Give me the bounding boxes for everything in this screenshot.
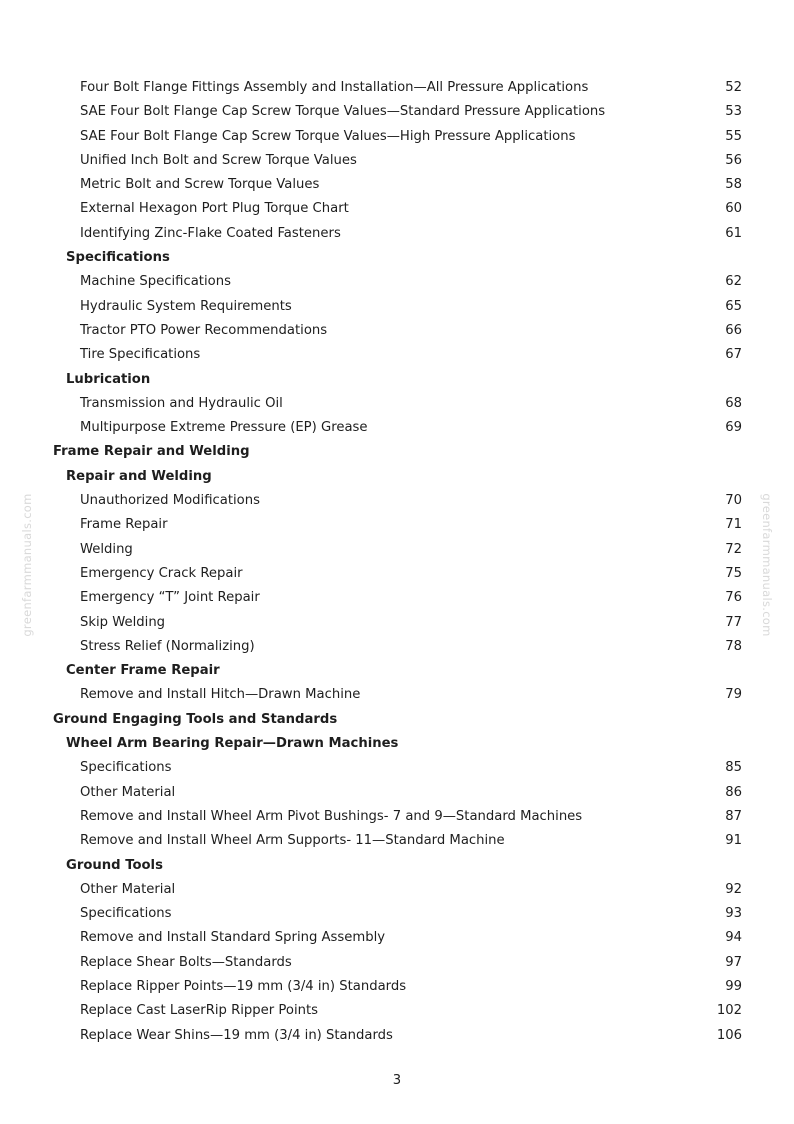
toc-entry-page: 52	[725, 80, 742, 95]
toc-entry-page: 91	[725, 833, 742, 849]
toc-entry-page: 75	[725, 565, 742, 581]
toc-entry-title: Hydraulic System Requirements	[80, 298, 292, 314]
toc-entry-title: Unified Inch Bolt and Screw Torque Values	[80, 152, 357, 168]
toc-entry-title: Other Material	[80, 881, 176, 897]
toc-entry-title: Unauthorized Modifications	[80, 493, 260, 509]
toc-entry-page: 93	[725, 906, 742, 922]
toc-entry-title: Other Material	[80, 784, 176, 800]
toc-entry[interactable]	[0, 513, 794, 537]
watermark-right: greenfarmmanuals.com	[760, 493, 774, 637]
toc-entry[interactable]	[0, 489, 794, 513]
toc-heading	[0, 732, 794, 756]
toc-entry-title: Ground Tools	[66, 857, 163, 873]
toc-entry-title: Tractor PTO Power Recommendations	[80, 322, 328, 338]
toc-entry[interactable]	[0, 683, 794, 707]
toc-entry-page: 67	[725, 347, 742, 363]
toc-entry-page: 68	[725, 395, 742, 411]
toc-entry[interactable]	[0, 902, 794, 926]
toc-entry-title: Remove and Install Wheel Arm Supports- 11—Standard Machine	[80, 833, 505, 849]
toc-entry-title: Specifications	[66, 250, 170, 266]
toc-entry[interactable]	[0, 222, 794, 246]
toc-heading	[0, 854, 794, 878]
toc-entry-title: External Hexagon Port Plug Torque Chart	[80, 201, 349, 217]
toc-entry-page: 62	[725, 274, 742, 290]
toc-entry[interactable]	[0, 538, 794, 562]
toc-entry-page: 97	[725, 954, 742, 970]
toc-entry-title: SAE Four Bolt Flange Cap Screw Torque Values—Standard Pressure Applications	[80, 104, 606, 120]
toc-entry-title: Lubrication	[66, 371, 151, 387]
toc-entry-title: Welding	[80, 541, 133, 557]
toc-entry-page: 58	[725, 177, 742, 193]
toc-entry-page: 79	[725, 687, 742, 703]
page-number: 3	[392, 1073, 402, 1088]
toc-entry[interactable]	[0, 586, 794, 610]
toc-entry-title: Specifications	[80, 760, 172, 776]
table-of-contents	[0, 76, 794, 1048]
toc-entry[interactable]	[0, 149, 794, 173]
toc-entry-title: Machine Specifications	[80, 274, 231, 290]
toc-entry-page: 61	[725, 225, 742, 241]
toc-entry-title: Metric Bolt and Screw Torque Values	[80, 177, 320, 193]
toc-entry-title: Replace Shear Bolts—Standards	[80, 954, 292, 970]
toc-entry-page: 55	[725, 128, 742, 144]
toc-entry[interactable]	[0, 319, 794, 343]
toc-entry-page: 99	[725, 978, 742, 994]
toc-entry-title: Skip Welding	[80, 614, 166, 630]
toc-entry[interactable]	[0, 197, 794, 221]
toc-entry-title: Emergency Crack Repair	[80, 565, 243, 581]
toc-entry[interactable]	[0, 125, 794, 149]
toc-heading	[0, 659, 794, 683]
toc-entry-page: 92	[725, 881, 742, 897]
toc-entry-title: Frame Repair	[80, 517, 168, 533]
toc-entry-page: 60	[725, 201, 742, 217]
toc-entry[interactable]	[0, 1024, 794, 1048]
toc-heading	[0, 368, 794, 392]
watermark-left: greenfarmmanuals.com	[20, 493, 34, 637]
toc-entry-page: 72	[725, 541, 742, 557]
toc-entry-page: 53	[725, 104, 742, 120]
toc-entry-page: 56	[725, 152, 742, 168]
toc-entry-title: Ground Engaging Tools and Standards	[53, 711, 338, 727]
toc-entry[interactable]	[0, 392, 794, 416]
toc-entry-title: Specifications	[80, 906, 172, 922]
toc-entry[interactable]	[0, 635, 794, 659]
toc-entry-title: Remove and Install Hitch—Drawn Machine	[80, 687, 361, 703]
toc-entry-title: Stress Relief (Normalizing)	[80, 638, 255, 654]
toc-entry-title: Identifying Zinc-Flake Coated Fasteners	[80, 225, 341, 241]
toc-entry[interactable]	[0, 343, 794, 367]
toc-entry-page: 102	[716, 1003, 742, 1019]
toc-entry-title: SAE Four Bolt Flange Cap Screw Torque Values—High Pressure Applications	[80, 128, 576, 144]
toc-entry[interactable]	[0, 805, 794, 829]
toc-entry-title: Tire Specifications	[80, 347, 201, 363]
toc-entry[interactable]	[0, 975, 794, 999]
toc-entry-page: 78	[725, 638, 742, 654]
toc-entry-title: Wheel Arm Bearing Repair—Drawn Machines	[66, 736, 399, 752]
toc-entry-title: Center Frame Repair	[66, 663, 220, 679]
toc-entry-title: Replace Cast LaserRip Ripper Points	[80, 1003, 319, 1019]
toc-entry-page: 76	[725, 590, 742, 606]
toc-entry-page: 87	[725, 808, 742, 824]
toc-entry[interactable]	[0, 270, 794, 294]
toc-entry-title: Remove and Install Wheel Arm Pivot Bushings- 7 and 9—Standard Machines	[80, 808, 583, 824]
toc-entry-page: 70	[725, 493, 742, 509]
toc-entry[interactable]	[0, 829, 794, 853]
toc-entry-title: Transmission and Hydraulic Oil	[80, 395, 283, 411]
toc-entry[interactable]	[0, 416, 794, 440]
toc-entry-title: Remove and Install Standard Spring Assembly	[80, 930, 386, 946]
toc-entry[interactable]	[0, 611, 794, 635]
toc-entry[interactable]	[0, 999, 794, 1023]
toc-entry-page: 94	[725, 930, 742, 946]
toc-entry[interactable]	[0, 926, 794, 950]
toc-entry-page: 65	[725, 298, 742, 314]
toc-entry[interactable]	[0, 100, 794, 124]
toc-entry-title: Emergency “T” Joint Repair	[80, 590, 260, 606]
toc-entry[interactable]	[0, 562, 794, 586]
toc-entry-page: 106	[716, 1027, 742, 1043]
toc-entry-page: 69	[725, 420, 742, 436]
toc-entry[interactable]	[0, 951, 794, 975]
toc-entry-title: Repair and Welding	[66, 468, 212, 484]
toc-entry[interactable]	[0, 781, 794, 805]
toc-entry[interactable]	[0, 878, 794, 902]
toc-entry-title: Replace Ripper Points—19 mm (3/4 in) Standards	[80, 978, 407, 994]
toc-entry[interactable]	[0, 76, 794, 100]
toc-entry-page: 66	[725, 322, 742, 338]
toc-entry-page: 85	[725, 760, 742, 776]
toc-heading	[0, 708, 794, 732]
toc-entry[interactable]	[0, 295, 794, 319]
toc-heading	[0, 246, 794, 270]
toc-entry[interactable]	[0, 756, 794, 780]
toc-entry[interactable]	[0, 173, 794, 197]
toc-entry-title: Replace Wear Shins—19 mm (3/4 in) Standards	[80, 1027, 393, 1043]
toc-entry-title: Frame Repair and Welding	[53, 444, 250, 460]
toc-entry-page: 86	[725, 784, 742, 800]
toc-heading	[0, 465, 794, 489]
toc-entry-page: 77	[725, 614, 742, 630]
toc-heading	[0, 440, 794, 464]
toc-entry-page: 71	[725, 517, 742, 533]
toc-entry-title: Four Bolt Flange Fittings Assembly and Installation—All Pressure Applications	[80, 80, 589, 95]
toc-entry-title: Multipurpose Extreme Pressure (EP) Grease	[80, 420, 368, 436]
